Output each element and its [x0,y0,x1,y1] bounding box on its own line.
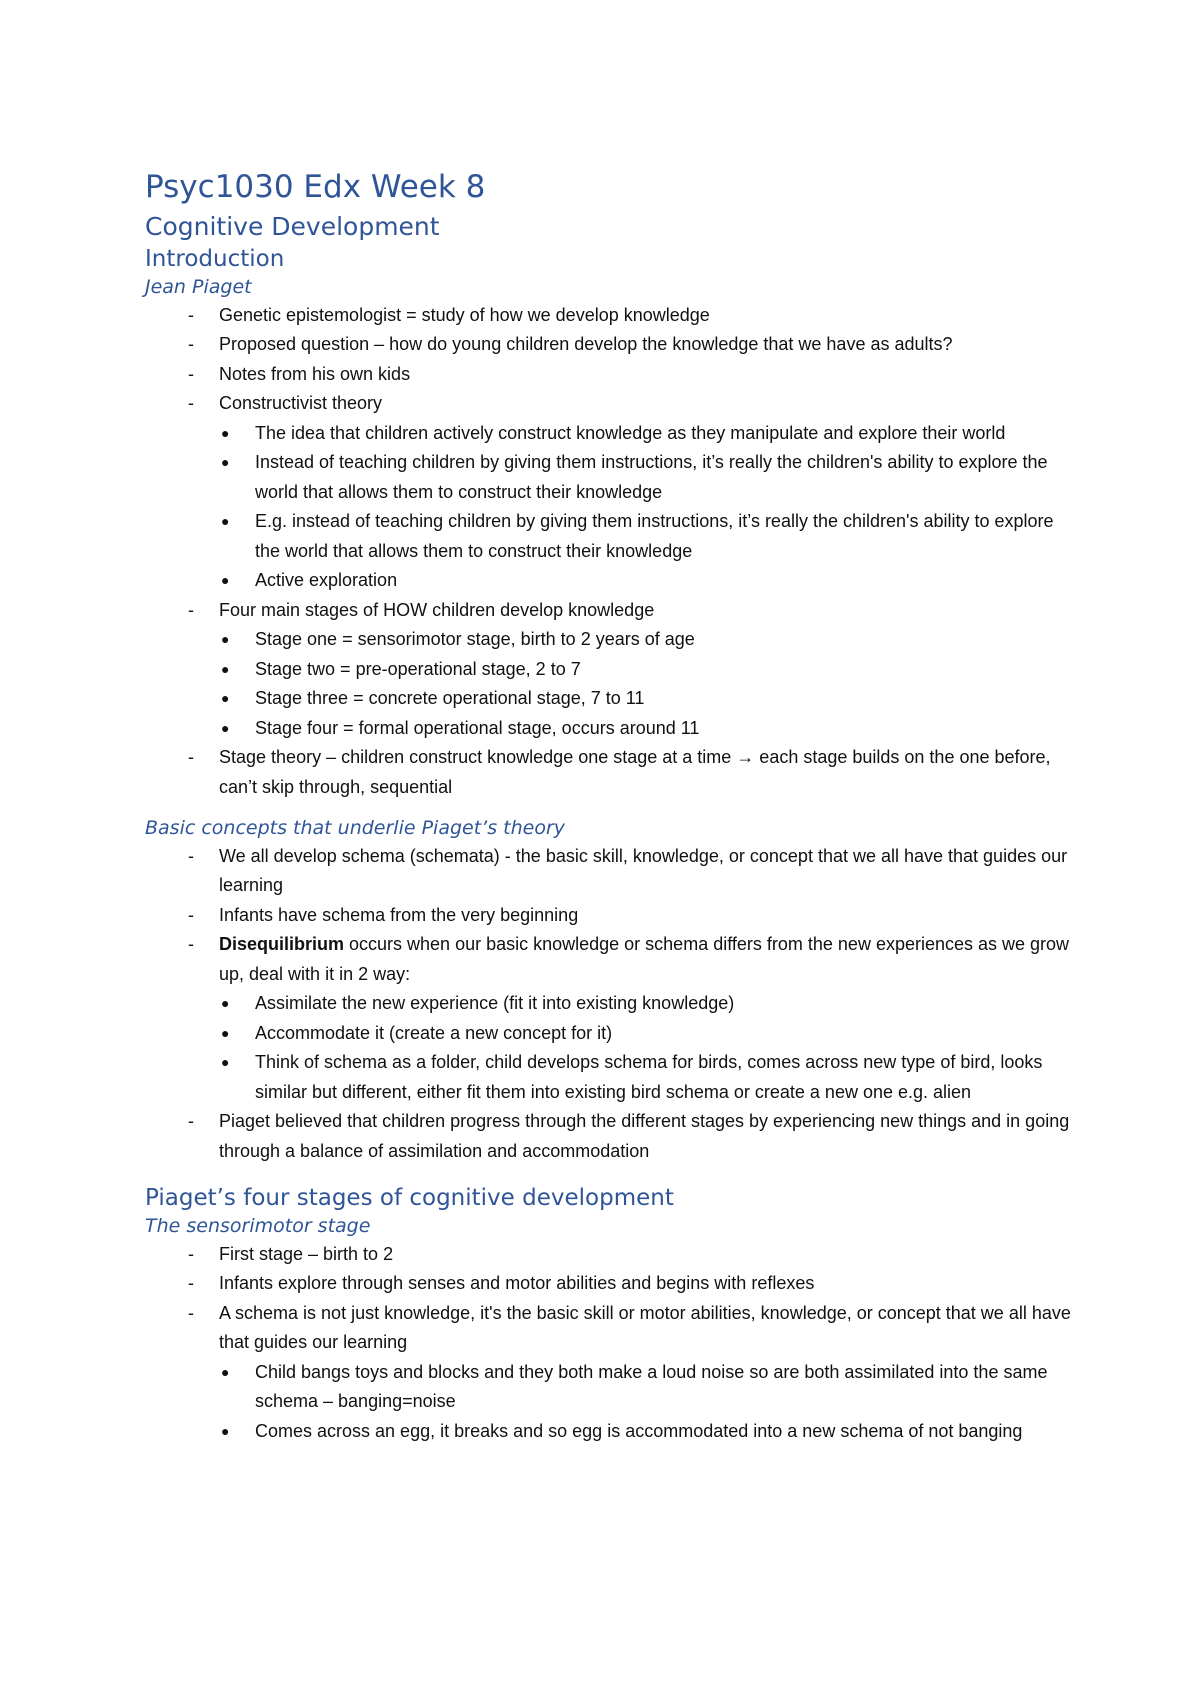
sublist-item: ● Instead of teaching children by giving them instructions, it’s really the children's ability to explore the world that allows them to construct their knowledge [219,448,1075,507]
sublist-item: ● Accommodate it (create a new concept for it) [219,1019,1075,1049]
bullet-marker: ● [221,719,230,736]
sublist-disequilibrium [219,989,1075,1107]
document-content [145,168,1075,1446]
sublist-item: ● E.g. instead of teaching children by giving them instructions, it’s really the children's ability to explore the world that allows them to construct their knowledge [219,507,1075,566]
list-item: - Genetic epistemologist = study of how we develop knowledge [145,301,1075,331]
dash-marker: - [188,334,194,355]
bullet-marker: ● [221,424,230,441]
dash-marker: - [188,363,194,384]
sublist-item: ● Child bangs toys and blocks and they both make a loud noise so are both assimilated into the same schema – banging=noise [219,1358,1075,1417]
list-jean-piaget [145,301,1075,803]
bullet-marker: ● [221,572,230,589]
heading-sensorimotor-stage: The sensorimotor stage [145,1215,371,1238]
list-item: - Proposed question – how do young children develop the knowledge that we have as adults? [145,330,1075,360]
sublist-item: ● Stage two = pre-operational stage, 2 to 7 [219,655,1075,685]
term-disequilibrium: Disequilibrium [219,934,345,955]
dash-marker: - [188,845,194,866]
dash-marker: - [188,1273,194,1294]
dash-marker: - [188,599,194,620]
sublist-item: ● The idea that children actively construct knowledge as they manipulate and explore their world [219,419,1075,449]
list-item: - Constructivist theory ● The idea that children actively construct knowledge as they manipulate and explore their world ● Instead of teaching children by giving them instructions, it’s really the children's ability to explore the world that allows them to construct their knowledge ● E.g. instead of teaching children by giving them instructions, it’s really the children's ability to explore the world that allows them to construct their knowledge ● Active exploration [145,389,1075,596]
list-sensorimotor [145,1240,1075,1447]
sublist-item: ● Think of schema as a folder, child develops schema for birds, comes across new type of bird, looks similar but different, either fit them into existing bird schema or create a new one e.g. alien [219,1048,1075,1107]
bullet-marker: ● [221,1363,230,1380]
dash-marker: - [188,1302,194,1323]
heading-jean-piaget: Jean Piaget [145,276,252,299]
bullet-marker: ● [221,1024,230,1041]
list-basic-concepts [145,842,1075,1167]
heading-four-stages: Piaget’s four stages of cognitive development [145,1185,674,1212]
sublist-item: ● Stage four = formal operational stage, occurs around 11 [219,714,1075,744]
list-item: - Four main stages of HOW children develop knowledge ● Stage one = sensorimotor stage, birth to 2 years of age ● Stage two = pre-operational stage, 2 to 7 ● Stage three = concrete operational stage, 7 to 11 ● Stage four = formal operational stage, occurs around 11 [145,596,1075,744]
sublist-item: ● Stage three = concrete operational stage, 7 to 11 [219,684,1075,714]
list-item: - We all develop schema (schemata) - the basic skill, knowledge, or concept that we all have that guides our learning [145,842,1075,901]
bullet-marker: ● [221,454,230,471]
list-item: - Piaget believed that children progress through the different stages by experiencing new things and in going through a balance of assimilation and accommodation [145,1107,1075,1166]
dash-marker: - [188,904,194,925]
sublist-schema-examples [219,1358,1075,1447]
bullet-marker: ● [221,690,230,707]
list-item: - First stage – birth to 2 [145,1240,1075,1270]
list-item: - A schema is not just knowledge, it's the basic skill or motor abilities, knowledge, or concept that we all have that guides our learning ● Child bangs toys and blocks and they both make a loud noise so are both assimilated into the same schema – banging=noise ● Comes across an egg, it breaks and so egg is accommodated into a new schema of not banging [145,1299,1075,1447]
heading-basic-concepts: Basic concepts that underlie Piaget’s theory [145,817,566,840]
list-item: - Notes from his own kids [145,360,1075,390]
bullet-marker: ● [221,1054,230,1071]
dash-marker: - [188,304,194,325]
bullet-marker: ● [221,513,230,530]
sublist-item: ● Stage one = sensorimotor stage, birth to 2 years of age [219,625,1075,655]
document-title: Psyc1030 Edx Week 8 [145,169,486,205]
dash-marker: - [188,747,194,768]
list-item: - Stage theory – children construct knowledge one stage at a time → each stage builds on the one before, can’t skip through, sequential [145,743,1075,802]
bullet-marker: ● [221,631,230,648]
dash-marker: - [188,393,194,414]
dash-marker: - [188,934,194,955]
list-item: - Infants have schema from the very beginning [145,901,1075,931]
list-item: - Infants explore through senses and motor abilities and begins with reflexes [145,1269,1075,1299]
sublist-stages [219,625,1075,743]
heading-introduction: Introduction [145,246,285,273]
sublist-item: ● Active exploration [219,566,1075,596]
heading-cognitive-development: Cognitive Development [145,211,440,241]
bullet-marker: ● [221,660,230,677]
bullet-marker: ● [221,1422,230,1439]
sublist-item: ● Assimilate the new experience (fit it into existing knowledge) [219,989,1075,1019]
list-item: - Disequilibrium occurs when our basic knowledge or schema differs from the new experiences as we grow up, deal with it in 2 way: ● Assimilate the new experience (fit it into existing knowledge) ● Accommodate it (create a new concept for it) ● Think of schema as a folder, child develops schema for birds, comes across new type of bird, looks similar but different, either fit them into existing bird schema or create a new one e.g. alien [145,930,1075,1107]
sublist-item: ● Comes across an egg, it breaks and so egg is accommodated into a new schema of not banging [219,1417,1075,1447]
bullet-marker: ● [221,995,230,1012]
dash-marker: - [188,1243,194,1264]
sublist-constructivist [219,419,1075,596]
dash-marker: - [188,1111,194,1132]
